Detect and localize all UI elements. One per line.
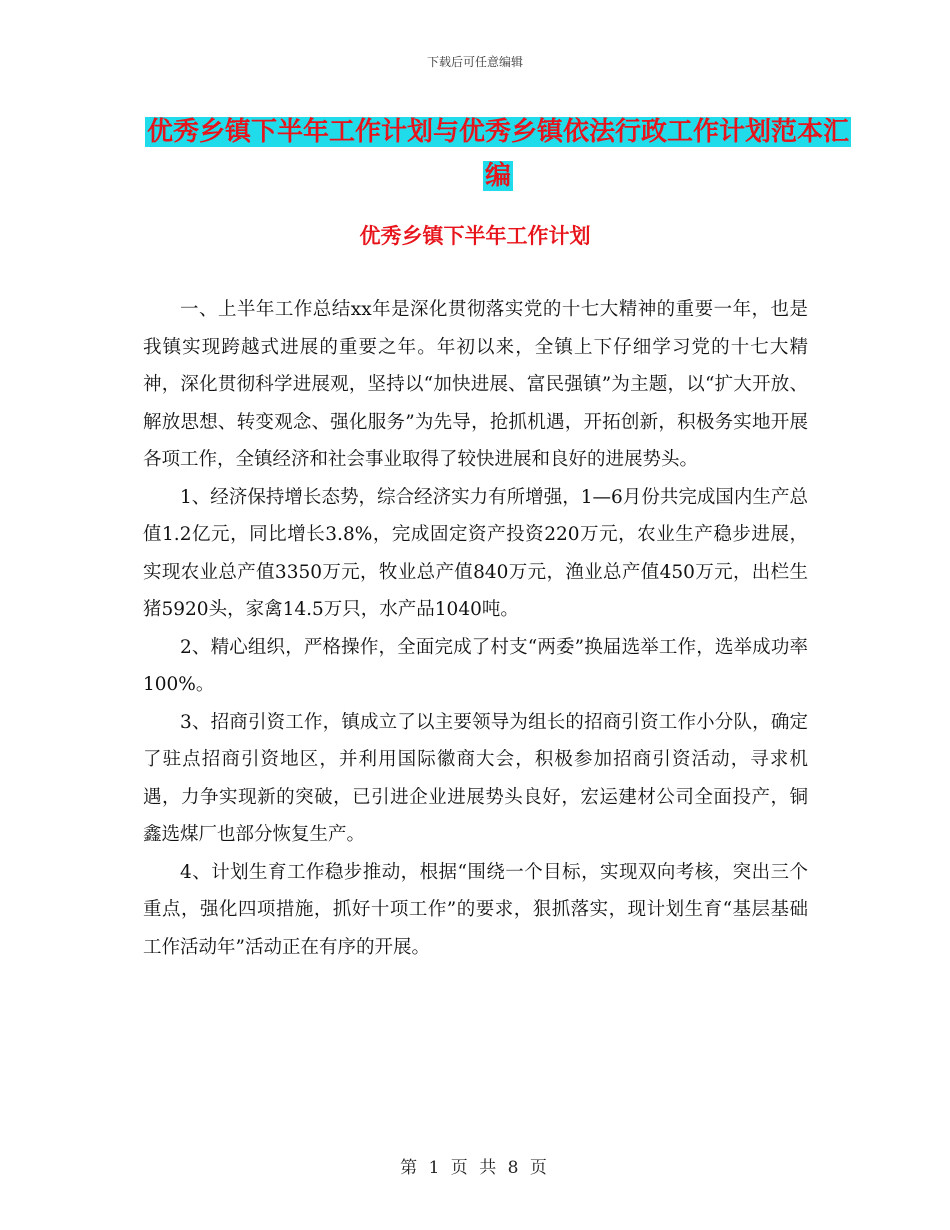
paragraph-economy: 1、经济保持增长态势，综合经济实力有所增强，1—6月份共完成国内生产总值1.2亿元，同比增长3.8%，完成固定资产投资220万元，农业生产稳步进展，实现农业总产值3350万元，牧业总产值840万元，渔业总产值450万元，出栏生猪5920头，家禽14.5万只，水产品1040吨。 (143, 486, 808, 620)
paragraph-election: 2、精心组织，严格操作，全面完成了村支“两委”换届选举工作，选举成功率100%。 (143, 636, 808, 695)
paragraph-summary: 一、上半年工作总结xx年是深化贯彻落实党的十七大精神的重要一年，也是我镇实现跨越式进展的重要之年。年初以来，全镇上下仔细学习党的十七大精神，深化贯彻科学进展观，坚持以“加快进展、富民强镇”为主题，以“扩大开放、解放思想、转变观念、强化服务”为先导，抢抓机遇，开拓创新，积极务实地开展各项工作，全镇经济和社会事业取得了较快进展和良好的进展势头。 (143, 299, 808, 470)
paragraph-family-planning: 4、计划生育工作稳步推动，根据“围绕一个目标，实现双向考核，突出三个重点，强化四项措施，抓好十项工作”的要求，狠抓落实，现计划生育“基层基础工作活动年”活动正在有序的开展。 (143, 861, 808, 958)
section-title: 优秀乡镇下半年工作计划 (359, 224, 591, 248)
page-number-footer: 第 1 页 共 8 页 (400, 1158, 550, 1178)
document-title (140, 110, 856, 198)
document-body (143, 291, 808, 966)
document-title-text: 优秀乡镇下半年工作计划与优秀乡镇依法行政工作计划范本汇编 (146, 117, 849, 191)
paragraph-investment: 3、招商引资工作，镇成立了以主要领导为组长的招商引资工作小分队，确定了驻点招商引资地区，并利用国际徽商大会，积极参加招商引资活动，寻求机遇，力争实现新的突破，已引进企业进展势头良好，宏运建材公司全面投产，铜鑫选煤厂也部分恢复生产。 (143, 711, 808, 845)
header-note: 下载后可任意编辑 (426, 55, 523, 69)
